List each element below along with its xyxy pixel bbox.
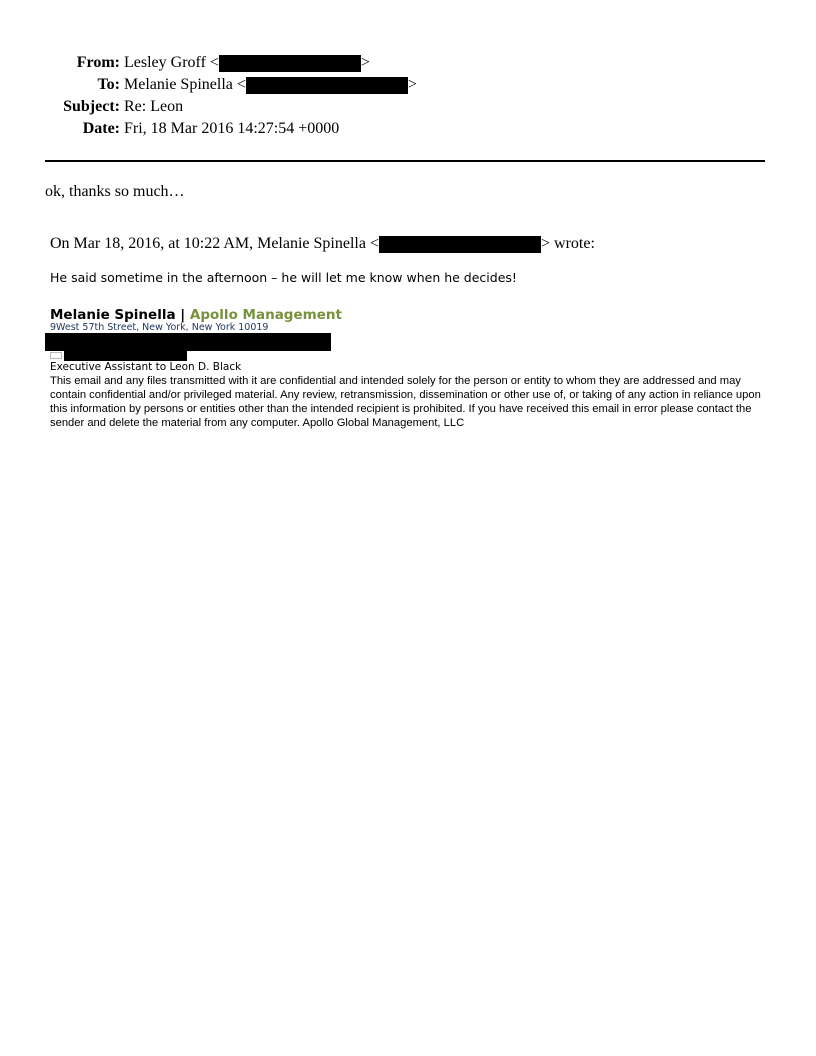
from-value bbox=[124, 52, 370, 74]
quote-intro-suffix: > wrote: bbox=[540, 235, 595, 252]
subject-label: Subject: bbox=[63, 98, 120, 115]
signature-title: Executive Assistant to Leon D. Black bbox=[50, 361, 242, 373]
phone-icon bbox=[50, 352, 62, 359]
redaction-block bbox=[219, 55, 361, 72]
to-value bbox=[124, 74, 417, 96]
header-divider bbox=[45, 160, 765, 162]
from-suffix: > bbox=[360, 54, 370, 71]
redaction-block bbox=[379, 236, 541, 253]
to-suffix: > bbox=[407, 76, 417, 93]
subject-value: Re: Leon bbox=[124, 98, 184, 115]
redaction-block bbox=[64, 351, 187, 361]
signature-name: Melanie Spinella bbox=[50, 307, 176, 323]
signature-company: Apollo Management bbox=[189, 307, 342, 323]
signature-separator: | bbox=[175, 307, 190, 323]
quote-intro-prefix: On Mar 18, 2016, at 10:22 AM, Melanie Spinella < bbox=[50, 235, 379, 252]
redaction-block bbox=[246, 77, 408, 94]
quote-intro bbox=[50, 233, 595, 255]
confidentiality-disclaimer: This email and any files transmitted with it are confidential and intended solely for the person or entity to whom they are addressed and may contain confidential and/or privileged material. Any review, retransmission, dissemination or other use of, or taking of any action in reliance upon this information by persons or entities other than the intended recipient is prohibited. If you have received this email in error please contact the sender and delete the material from any computer. Apollo Global Management, LLC bbox=[50, 375, 761, 429]
quoted-message: He said sometime in the afternoon – he will let me know when he decides! bbox=[50, 270, 517, 285]
date-value: Fri, 18 Mar 2016 14:27:54 +0000 bbox=[124, 120, 340, 137]
reply-text: ok, thanks so much… bbox=[45, 183, 185, 200]
redaction-block bbox=[45, 333, 331, 351]
signature-address: 9West 57th Street, New York, New York 10019 bbox=[50, 322, 269, 333]
to-name: Melanie Spinella < bbox=[124, 76, 246, 93]
date-label: Date: bbox=[82, 120, 120, 137]
to-label: To: bbox=[97, 76, 120, 93]
from-label: From: bbox=[76, 54, 120, 71]
from-name: Lesley Groff < bbox=[124, 54, 219, 71]
